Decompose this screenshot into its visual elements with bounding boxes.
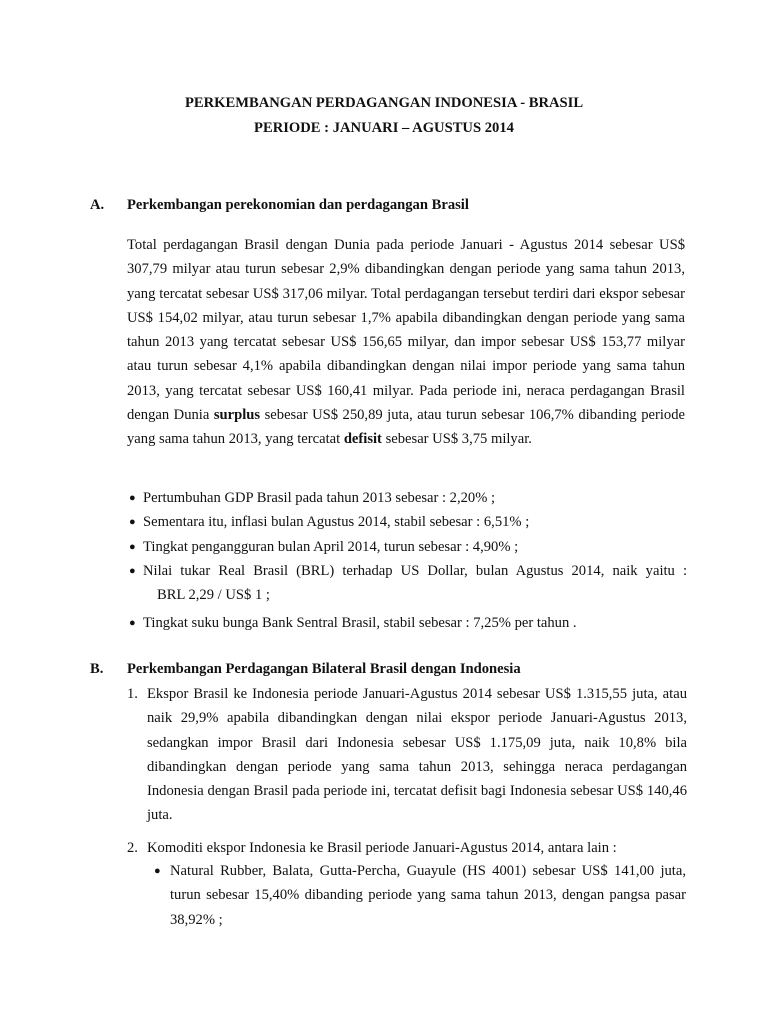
item-number: 2. [127, 839, 138, 856]
list-item: ● Nilai tukar Real Brasil (BRL) terhadap US Dollar, bulan Agustus 2014, naik yaitu : BRL 2,29 / US$ 1 ; [127, 559, 687, 608]
section-a-paragraph [127, 233, 685, 452]
paragraph-text-3: sebesar US$ 3,75 milyar. [385, 431, 532, 448]
bullet-icon: ● [129, 492, 136, 504]
bullet-icon: ● [129, 564, 136, 577]
document-title-line1: PERKEMBANGAN PERDAGANGAN INDONESIA - BRASIL [184, 95, 584, 111]
section-b-sub-bullet-list [150, 859, 686, 932]
list-item: ● Sementara itu, inflasi bulan Agustus 2014, stabil sebesar : 6,51% ; [127, 510, 687, 534]
defisit-word: defisit [343, 431, 382, 448]
list-item: ● Pertumbuhan GDP Brasil pada tahun 2013 sebesar : 2,20% ; [127, 486, 687, 510]
bullet-icon: ● [129, 617, 136, 630]
section-a-bullet-list [127, 486, 687, 636]
item-number: 1. [127, 686, 138, 702]
surplus-word: surplus [213, 407, 261, 424]
item-text: Komoditi ekspor Indonesia ke Brasil periode Januari-Agustus 2014, antara lain : [147, 839, 617, 856]
item-text: Ekspor Brasil ke Indonesia periode Januari-Agustus 2014 sebesar US$ 1.315,55 juta, atau naik 29,9% apabila dibandingkan dengan nilai ekspor periode Januari-Agustus 2013, sedangkan impor Brasil dari Indonesia sebesar US$ 1.175,09 juta, naik 10,8% bila dibandingkan dengan periode yang sama tahun 2013, sehingga neraca perdagangan Indonesia dengan Brasil pada periode ini, tercatat defisit bagi Indonesia sebesar US$ 140,46 juta. [147, 686, 687, 824]
paragraph-text-1: Total perdagangan Brasil dengan Dunia pada periode Januari - Agustus 2014 sebesar US$ 307,79 milyar atau turun sebesar 2,9% dibandingkan dengan periode yang sama tahun 2013, yang tercatat sebesar US$ 317,06 milyar. Total perdagangan tersebut terdiri dari ekspor sebesar US$ 154,02 milyar, atau turun sebesar 1,7% apabila dibandingkan dengan periode yang sama tahun 2013 yang tercatat sebesar US$ 156,65 milyar, dan impor sebesar US$ 153,77 milyar atau turun sebesar 4,1% apabila dibandingkan dengan nilai impor periode yang sama tahun 2013, yang tercatat sebesar US$ 160,41 milyar. Pada periode ini, neraca perdagangan Brasil dengan Dunia [127, 237, 685, 424]
bullet-continuation: BRL 2,29 / US$ 1 ; [157, 587, 270, 604]
list-item: ● Natural Rubber, Balata, Gutta-Percha, Guayule (HS 4001) sebesar US$ 141,00 juta, turun sebesar 15,40% dibanding periode yang sama tahun 2013, dengan pangsa pasar 38,92% ; [150, 859, 686, 932]
bullet-icon: ● [129, 540, 136, 553]
list-item: ● Tingkat pengangguran bulan April 2014, turun sebesar : 4,90% ; [127, 535, 687, 559]
document-title-line2: PERIODE : JANUARI – AGUSTUS 2014 [254, 120, 514, 136]
section-b-numbered-list [127, 682, 687, 860]
section-b-letter: B. [90, 661, 104, 677]
paragraph-text-2: sebesar US$ 250,89 juta, atau turun sebesar 106,7% dibanding periode yang sama tahun 2013, yang tercatat [127, 407, 685, 448]
section-b-heading: Perkembangan Perdagangan Bilateral Brasil dengan Indonesia [127, 661, 521, 677]
list-item: ● Tingkat suku bunga Bank Sentral Brasil, stabil sebesar : 7,25% per tahun . [127, 611, 687, 635]
section-a-heading: Perkembangan perekonomian dan perdagangan Brasil [127, 197, 469, 213]
list-item [127, 836, 687, 860]
bullet-icon: ● [129, 516, 136, 529]
bullet-icon: ● [154, 865, 161, 877]
list-item [127, 682, 687, 828]
section-a-letter: A. [90, 197, 105, 213]
